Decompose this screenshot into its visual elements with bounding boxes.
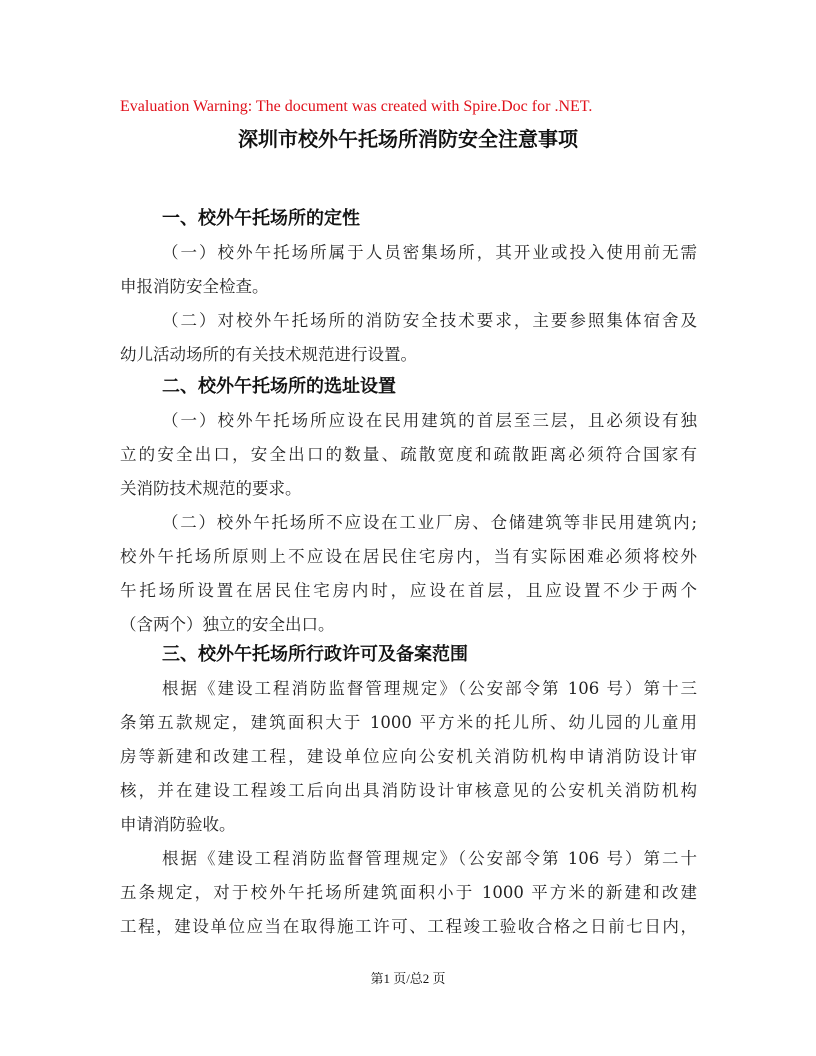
paragraph-line: 校外午托场所原则上不应设在居民住宅房内，当有实际困难必须将校外 — [120, 547, 697, 566]
paragraph-line: 根据《建设工程消防监督管理规定》（公安部令第 106 号）第十三 — [162, 679, 697, 698]
page-footer: 第1 页/总2 页 — [370, 971, 446, 986]
paragraph-line: 核，并在建设工程竣工后向出具消防设计审核意见的公安机关消防机构 — [120, 781, 697, 800]
paragraph-line: 房等新建和改建工程，建设单位应向公安机关消防机构申请消防设计审 — [120, 747, 697, 766]
section-heading: 二、校外午托场所的选址设置 — [162, 376, 396, 397]
paragraph-line: （一）校外午托场所应设在民用建筑的首层至三层，且必须设有独 — [162, 411, 697, 430]
paragraph-line: 工程，建设单位应当在取得施工许可、工程竣工验收合格之日前七日内， — [120, 917, 697, 936]
paragraph-line: 午托场所设置在居民住宅房内时，应设在首层，且应设置不少于两个 — [120, 581, 697, 600]
paragraph-line: 关消防技术规范的要求。 — [120, 479, 302, 498]
paragraph-line: （二）对校外午托场所的消防安全技术要求，主要参照集体宿舍及 — [162, 311, 697, 330]
paragraph-line: 五条规定，对于校外午托场所建筑面积小于 1000 平方米的新建和改建 — [120, 883, 697, 902]
paragraph-line: 幼儿活动场所的有关技术规范进行设置。 — [120, 345, 417, 364]
paragraph-line: （含两个）独立的安全出口。 — [120, 615, 335, 634]
paragraph-line: 申请消防验收。 — [120, 815, 236, 834]
paragraph-line: 立的安全出口，安全出口的数量、疏散宽度和疏散距离必须符合国家有 — [120, 445, 697, 464]
page-title: 深圳市校外午托场所消防安全注意事项 — [238, 127, 578, 151]
paragraph-line: （二）校外午托场所不应设在工业厂房、仓储建筑等非民用建筑内; — [162, 513, 697, 532]
evaluation-warning: Evaluation Warning: The document was created with Spire.Doc for .NET. — [120, 98, 593, 115]
section-heading: 一、校外午托场所的定性 — [162, 208, 360, 229]
paragraph-line: 根据《建设工程消防监督管理规定》（公安部令第 106 号）第二十 — [162, 849, 697, 868]
paragraph-line: （一）校外午托场所属于人员密集场所，其开业或投入使用前无需 — [162, 243, 697, 262]
section-heading: 三、校外午托场所行政许可及备案范围 — [162, 644, 468, 665]
paragraph-line: 条第五款规定，建筑面积大于 1000 平方米的托儿所、幼儿园的儿童用 — [120, 713, 697, 732]
paragraph-line: 申报消防安全检查。 — [120, 277, 269, 296]
